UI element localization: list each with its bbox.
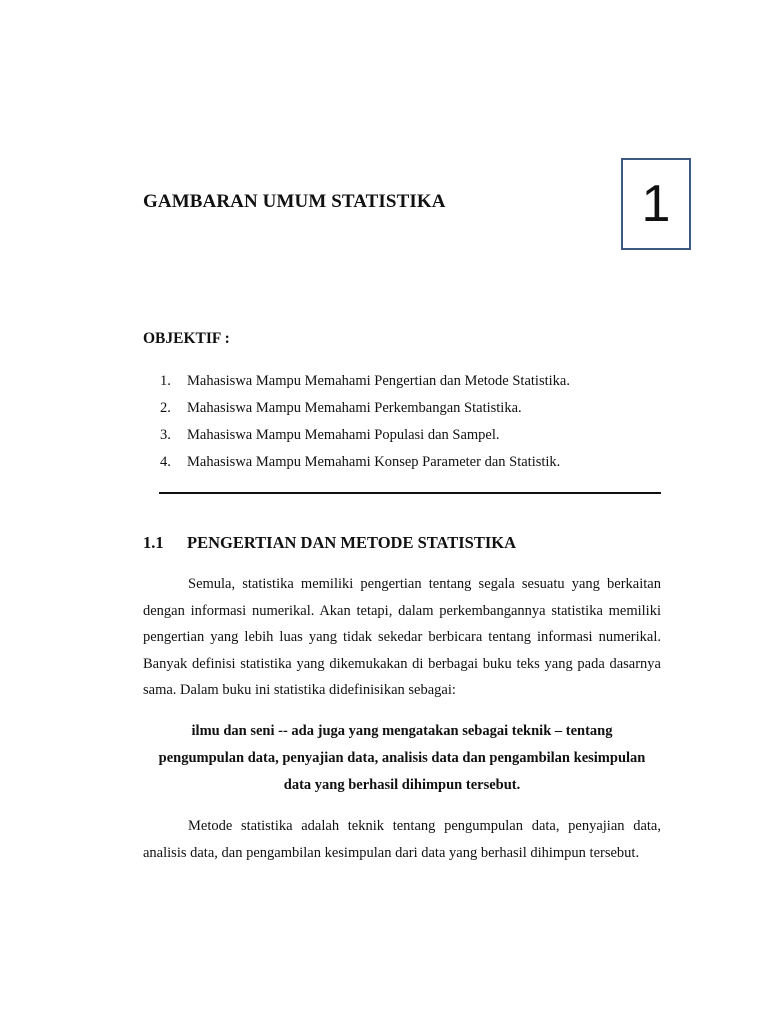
section-divider — [159, 492, 661, 494]
chapter-number-box — [621, 158, 691, 250]
chapter-number: 1 — [641, 175, 671, 233]
paragraph-line: Banyak definisi statistika yang dikemukakan di berbagai buku teks yang pada dasarnya — [143, 655, 661, 672]
objective-item — [160, 453, 570, 480]
section-heading — [143, 533, 516, 553]
chapter-title: GAMBARAN UMUM STATISTIKA — [143, 191, 446, 212]
objective-number: 2. — [160, 400, 171, 416]
statistics-definition — [143, 718, 661, 799]
objectives-heading: OBJEKTIF : — [143, 330, 230, 347]
definition-line: data yang berhasil dihimpun tersebut. — [283, 777, 521, 793]
objective-number: 4. — [160, 454, 171, 470]
paragraph-line: Metode statistika adalah teknik tentang pengumpulan data, penyajian data, — [188, 818, 661, 834]
objective-text: Mahasiswa Mampu Memahami Perkembangan Statistika. — [187, 400, 522, 416]
section-title: PENGERTIAN DAN METODE STATISTIKA — [187, 533, 517, 552]
objective-item — [160, 426, 570, 453]
method-paragraph — [143, 813, 661, 866]
objective-text: Mahasiswa Mampu Memahami Konsep Parameter dan Statistik. — [187, 454, 561, 470]
paragraph-line: Semula, statistika memiliki pengertian tentang segala sesuatu yang berkaitan — [188, 576, 661, 592]
section-number: 1.1 — [143, 533, 164, 552]
objective-text: Mahasiswa Mampu Memahami Pengertian dan Metode Statistika. — [187, 373, 570, 389]
objective-number: 3. — [160, 427, 171, 443]
definition-line: pengumpulan data, penyajian data, analisis data dan pengambilan kesimpulan — [158, 750, 646, 766]
objective-item — [160, 372, 570, 399]
paragraph-line: pengertian yang lebih luas yang tidak sekedar berbicara tentang informasi numerikal. — [143, 629, 661, 646]
paragraph-line: dengan informasi numerikal. Akan tetapi, dalam perkembangannya statistika memiliki — [143, 602, 661, 619]
intro-paragraph — [143, 571, 661, 704]
paragraph-line: sama. Dalam buku ini statistika didefinisikan sebagai: — [143, 682, 456, 699]
objective-text: Mahasiswa Mampu Memahami Populasi dan Sampel. — [187, 427, 500, 443]
objective-number: 1. — [160, 373, 171, 389]
paragraph-line: analisis data, dan pengambilan kesimpulan dari data yang berhasil dihimpun tersebut. — [143, 844, 640, 861]
objective-item — [160, 399, 570, 426]
definition-line: ilmu dan seni -- ada juga yang mengatakan sebagai teknik – tentang — [191, 723, 613, 739]
objectives-list — [160, 372, 570, 480]
